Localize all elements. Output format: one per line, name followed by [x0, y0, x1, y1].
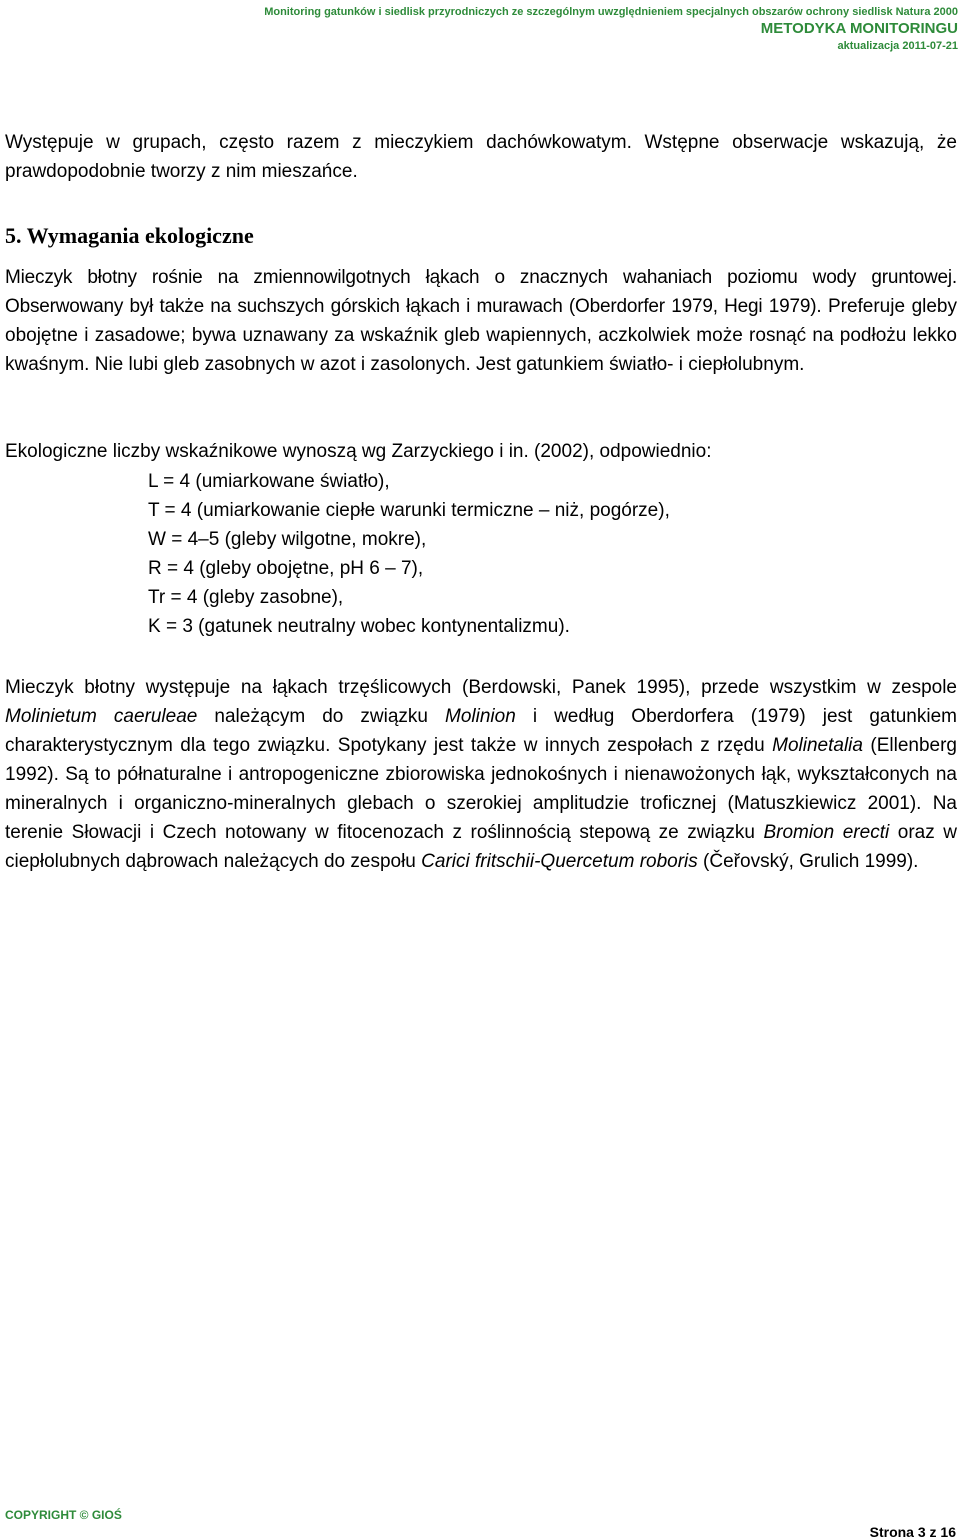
footer-copyright: COPYRIGHT © GIOŚ	[5, 1508, 122, 1522]
text-segment: (Čeřovský, Grulich 1999).	[697, 851, 919, 872]
section-heading: 5. Wymagania ekologiczne	[5, 223, 254, 248]
paragraph-requirements-soil: Preferuje gleby obojętne i zasadowe; bywa uznawany za wskaźnik gleb wapiennych, aczkolwiek może rosnąć na podłożu lekko kwaśnym. Nie lubi gleb zasobnych w azot i zasolonych. Jest gatunkiem światło- i ciepłolubnym.	[5, 296, 957, 375]
text-segment: oraz w ciepłolubnych dąbrowach należących do zespołu	[5, 822, 957, 872]
indicator-temperature: T = 4 (umiarkowanie ciepłe warunki termiczne – niż, pogórze),	[148, 500, 670, 521]
paragraph-requirements-habitat: Mieczyk błotny rośnie na zmiennowilgotnych łąkach o znacznych wahaniach poziomu wody gruntowej. Obserwowany był także na suchszych górskich łąkach i murawach (Oberdorfer 1979, Hegi 1979).	[5, 267, 957, 317]
header-project-title: Monitoring gatunków i siedlisk przyrodniczych ze szczególnym uwzględnieniem specjalnych obszarów ochrony siedlisk Natura 2000	[264, 6, 958, 18]
indicator-light: L = 4 (umiarkowane światło),	[148, 471, 390, 492]
taxon-name: Molinetalia	[772, 735, 863, 756]
paragraph-indicator-intro: Ekologiczne liczby wskaźnikowe wynoszą wg Zarzyckiego i in. (2002), odpowiednio:	[5, 441, 712, 462]
indicator-reaction: R = 4 (gleby obojętne, pH 6 – 7),	[148, 558, 424, 579]
paragraph-requirements	[5, 263, 957, 379]
taxon-name: Bromion erecti	[763, 822, 890, 843]
footer-page-number: Strona 3 z 16	[869, 1524, 956, 1540]
taxon-name: Molinion	[445, 706, 516, 727]
text-segment: Mieczyk błotny występuje na łąkach trzęślicowych (Berdowski, Panek 1995), przede wszystkim w zespole	[5, 677, 957, 698]
text-segment: należącym do związku	[197, 706, 446, 727]
indicator-list	[148, 467, 670, 641]
paragraph-occurrence: Występuje w grupach, często razem z mieczykiem dachówkowatym. Wstępne obserwacje wskazują, że prawdopodobnie tworzy z nim mieszańce.	[5, 132, 957, 182]
paragraph-phytosociology	[5, 673, 957, 876]
taxon-name: Carici fritschii-Quercetum roboris	[421, 851, 698, 872]
indicator-trophy: Tr = 4 (gleby zasobne),	[148, 587, 344, 608]
text-segment: i według Oberdorfera (1979) jest gatunkiem charakterystycznym dla tego związku. Spotykany jest także w innych zespołach z rzędu	[5, 706, 957, 756]
header-methodology-title: METODYKA MONITORINGU	[760, 20, 958, 37]
indicator-moisture: W = 4–5 (gleby wilgotne, mokre),	[148, 529, 427, 550]
taxon-name: Molinietum caeruleae	[5, 706, 198, 727]
header-update-date: aktualizacja 2011-07-21	[837, 40, 958, 52]
text-segment: (Ellenberg 1992). Są to półnaturalne i antropogeniczne zbiorowiska jednokośnych i nienawożonych łąk, wykształconych na mineralnych i organiczno-mineralnych glebach o szerokiej amplitudzie troficznej (Matuszkiewicz 2001). Na terenie Słowacji i Czech notowany w fitocenozach z roślinnością stepową ze związku	[5, 735, 957, 843]
indicator-continentality: K = 3 (gatunek neutralny wobec kontynentalizmu).	[148, 616, 570, 637]
